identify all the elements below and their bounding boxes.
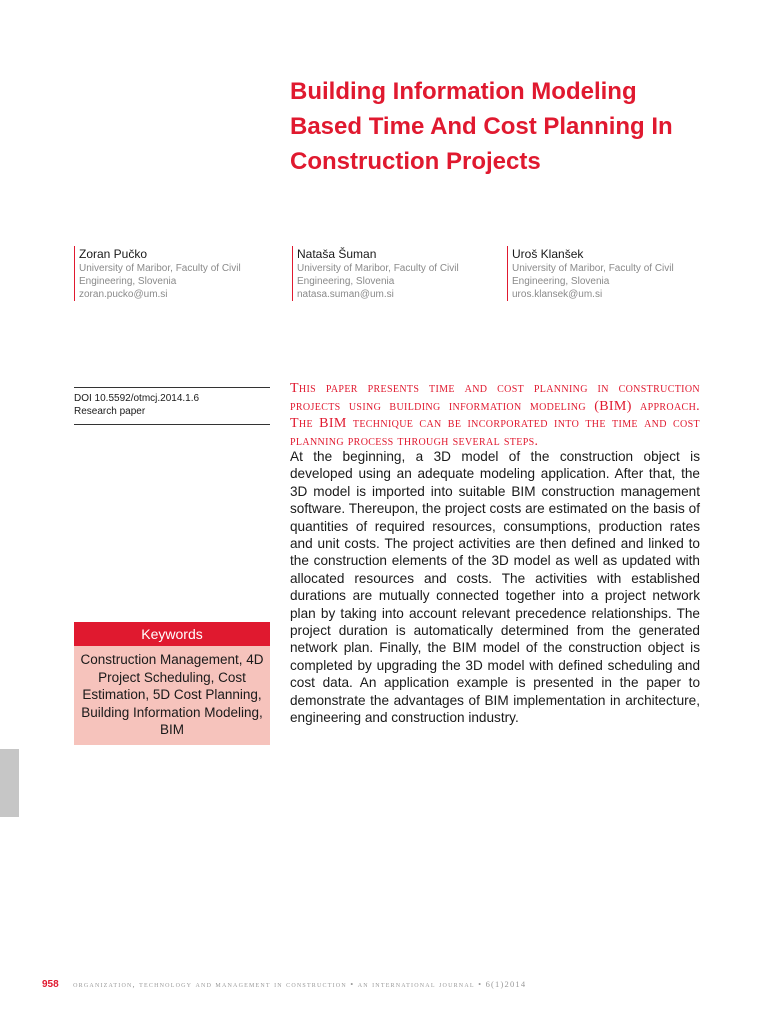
abstract-body: At the beginning, a 3D model of the construction object is developed using an adequate modeling application. After that, the 3D model is imported into suitable BIM construction management software. Thereupon, the project costs are estimated on the basis of quantities of required resources, consumptions, production rates and unit costs. The project activities are then defined and linked to the construction elements of the 3D model as well as updated with allocated resources and costs. The activities with established durations are mutually connected together into a project network plan by taking into account relevant precedence relationships. The project duration is automatically determined from the generated network plan. Finally, the BIM model of the construction object is completed by upgrading the 3D model with defined scheduling and cost data. An application example is presented in the paper to demonstrate the advantages of BIM implementation in architecture, engineering and construction industry. xyxy=(290,449,700,726)
author-name: Nataša Šuman xyxy=(297,247,377,261)
doi-box xyxy=(74,387,270,425)
author-email[interactable]: zoran.pucko@um.si xyxy=(79,289,168,300)
keywords-heading: Keywords xyxy=(74,622,270,646)
keywords-box xyxy=(74,622,270,745)
doi[interactable]: DOI 10.5592/otmcj.2014.1.6 xyxy=(74,393,200,404)
page-footer xyxy=(42,974,742,992)
side-tab-marker xyxy=(0,749,19,817)
paper-title xyxy=(290,74,730,179)
author-block-3 xyxy=(507,246,712,301)
author-name: Uroš Klanšek xyxy=(512,247,584,261)
author-name: Zoran Pučko xyxy=(79,247,148,261)
author-email[interactable]: natasa.suman@um.si xyxy=(297,289,394,300)
author-block-1 xyxy=(74,246,279,301)
title-line-1: Building Information Modeling xyxy=(290,78,637,105)
keywords-list: Construction Management, 4D Project Scheduling, Cost Estimation, 5D Cost Planning, Building Information Modeling, BIM xyxy=(74,646,270,745)
abstract-lead: This paper presents time and cost planning in construction projects using building information modeling (BIM) approach. The BIM technique can be incorporated into the time and cost planning process through several steps. xyxy=(290,381,700,449)
author-affiliation: University of Maribor, Faculty of Civil xyxy=(512,263,674,274)
title-line-2: Based Time And Cost Planning In xyxy=(290,113,673,140)
page-number: 958 xyxy=(42,979,59,990)
author-affiliation-country: Engineering, Slovenia xyxy=(512,276,610,287)
author-affiliation: University of Maribor, Faculty of Civil xyxy=(79,263,241,274)
author-block-2 xyxy=(292,246,497,301)
journal-name: organization, technology and management in construction • an international journal • 6(1)2014 xyxy=(73,979,527,989)
title-line-3: Construction Projects xyxy=(290,148,541,175)
author-affiliation-country: Engineering, Slovenia xyxy=(79,276,177,287)
author-affiliation: University of Maribor, Faculty of Civil xyxy=(297,263,459,274)
author-affiliation-country: Engineering, Slovenia xyxy=(297,276,395,287)
paper-type: Research paper xyxy=(74,406,146,417)
author-email[interactable]: uros.klansek@um.si xyxy=(512,289,603,300)
